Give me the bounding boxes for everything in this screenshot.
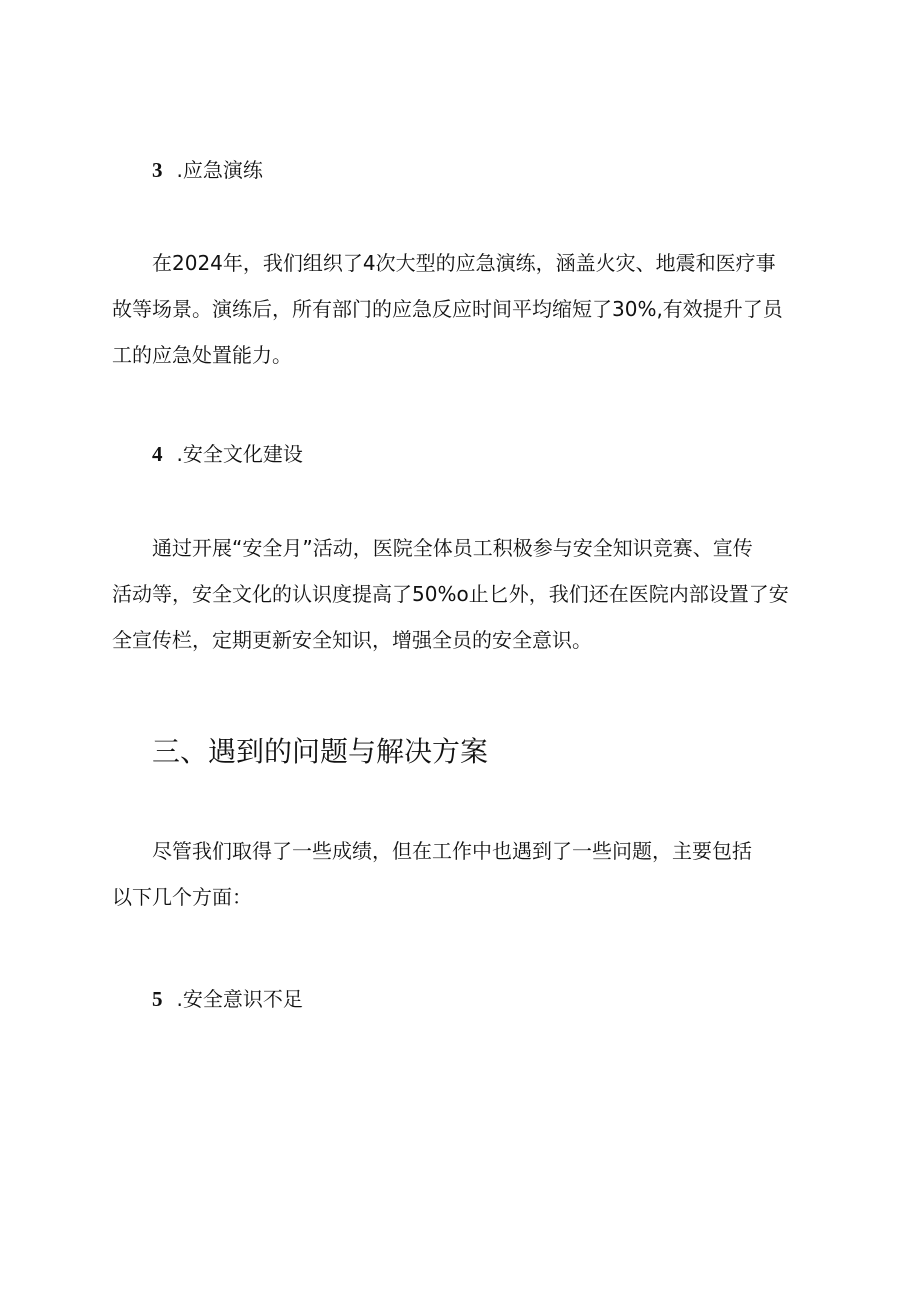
paragraph-line: 以下几个方面： (112, 885, 252, 909)
paragraph-safety-culture (112, 525, 822, 663)
subheading-title: .安全文化建设 (176, 442, 303, 466)
paragraph-line: 故等场景。演练后，所有部门的应急反应时间平均缩短了30%,有效提升了员 (112, 297, 783, 321)
paragraph-line: 全宣传栏，定期更新安全知识，增强全员的安全意识。 (112, 628, 592, 652)
paragraph-line: 尽管我们取得了一些成绩，但在工作中也遇到了一些问题，主要包括 (152, 839, 752, 863)
subheading-title: .安全意识不足 (176, 987, 303, 1011)
subheading-title: .应急演练 (176, 158, 263, 182)
subheading-emergency-drill (152, 156, 263, 184)
paragraph-emergency-drill (112, 240, 822, 378)
subheading-number: 3 (152, 158, 163, 182)
subheading-safety-culture (152, 440, 303, 468)
paragraph-line: 活动等，安全文化的认识度提高了50%o止匕外，我们还在医院内部设置了安 (112, 582, 789, 606)
paragraph-problems-intro (112, 828, 822, 920)
paragraph-line: 在2024年，我们组织了4次大型的应急演练，涵盖火灾、地震和医疗事 (152, 251, 776, 275)
subheading-number: 4 (152, 442, 163, 466)
subheading-number: 5 (152, 987, 163, 1011)
paragraph-line: 通过开展“安全月”活动，医院全体员工积极参与安全知识竞赛、宣传 (152, 536, 753, 560)
section-title: 三、遇到的问题与解决方案 (152, 735, 489, 768)
subheading-safety-awareness (152, 985, 303, 1013)
paragraph-line: 工的应急处置能力。 (112, 343, 292, 367)
